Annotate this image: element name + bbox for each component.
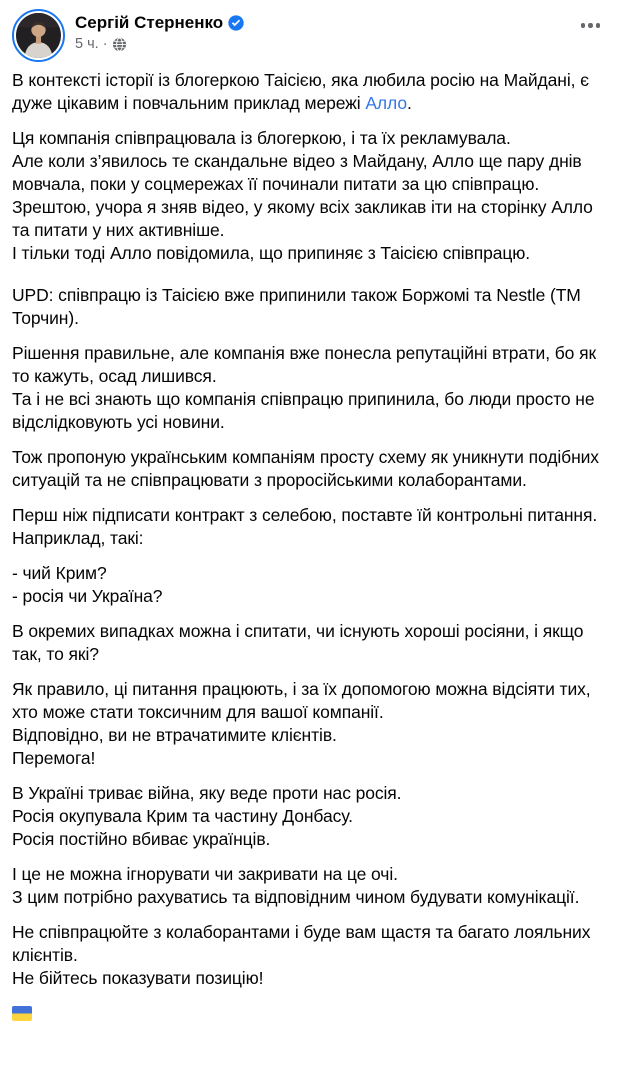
post-body: [0, 64, 618, 1027]
allo-page-link[interactable]: Алло: [365, 93, 407, 113]
post-paragraph: [12, 678, 606, 770]
post-paragraph: [12, 782, 606, 851]
post-text: Ця компанія співпрацювала із блогеркою, і та їх рекламувала.: [12, 128, 511, 148]
post-line: [12, 805, 606, 828]
post-line: [12, 585, 606, 608]
post-text: В Україні триває війна, яку веде проти нас росія.: [12, 783, 402, 803]
post-paragraph: [12, 284, 606, 330]
post-text: В окремих випадках можна і спитати, чи існують хороші росіяни, і якщо так, то які?: [12, 621, 584, 664]
post-text: І це не можна ігнорувати чи закривати на це очі.: [12, 864, 398, 884]
post-paragraph: [12, 620, 606, 666]
post-text: Не бійтесь показувати позицію!: [12, 968, 264, 988]
post-paragraph: [12, 127, 606, 265]
post-line: [12, 69, 606, 115]
post-text: Але коли з’явилось те скандальне відео з Майдану, Алло ще пару днів мовчала, поки у соцмережах її починали питати за цю співпрацю.: [12, 151, 582, 194]
post-text: Відповідно, ви не втрачатимите клієнтів.: [12, 725, 337, 745]
post-line: [12, 724, 606, 747]
post-text: Росія постійно вбиває українців.: [12, 829, 271, 849]
post-line: [12, 562, 606, 585]
post-text: Рішення правильне, але компанія вже понесла репутаційні втрати, бо як то кажуть, осад лишився.: [12, 343, 596, 386]
post-text: Не співпрацюйте з колаборантами і буде вам щастя та багато лояльних клієнтів.: [12, 922, 591, 965]
post-line: [12, 620, 606, 666]
post-text: З цим потрібно рахуватись та відповідним чином будувати комунікації.: [12, 887, 580, 907]
post-line: [12, 747, 606, 770]
post-text: - чий Крим?: [12, 563, 107, 583]
post-line: [12, 782, 606, 805]
post-paragraph: [12, 863, 606, 909]
post-line: [12, 446, 606, 492]
post-line: [12, 284, 606, 330]
three-dots-icon: [596, 23, 601, 28]
post-paragraph: [12, 446, 606, 492]
post-text: - росія чи Україна?: [12, 586, 163, 606]
post-text: .: [406, 93, 412, 113]
verified-badge-icon: [228, 15, 244, 31]
post-paragraph: [12, 504, 606, 550]
post-line: [12, 150, 606, 196]
post-line: [12, 388, 606, 434]
post-text: І тільки тоді Алло повідомила, що припиняє з Таісією співпрацю.: [12, 243, 531, 263]
author-name-row: [75, 12, 577, 33]
post-line: [12, 828, 606, 851]
post-line: [12, 342, 606, 388]
post-header: [0, 0, 618, 64]
author-name[interactable]: Сергій Стерненко: [75, 13, 224, 32]
three-dots-icon: [581, 23, 586, 28]
post-options-button[interactable]: [577, 9, 605, 42]
avatar[interactable]: [12, 9, 65, 62]
post-line: [12, 1002, 606, 1027]
post-text: Перемога!: [12, 748, 96, 768]
post-text: UPD: співпрацю із Таісією вже припинили також Боржомі та Nestle (ТМ Торчин).: [12, 285, 581, 328]
post-line: [12, 127, 606, 150]
post-line: [12, 863, 606, 886]
post-line: [12, 886, 606, 909]
ukraine-flag-emoji: [12, 1006, 32, 1021]
post-text: Зрештою, учора я зняв відео, у якому всіх закликав іти на сторінку Алло та питати у них активніше.: [12, 197, 593, 240]
post-line: [12, 678, 606, 724]
post-text: Тож пропоную українським компаніям просту схему як уникнути подібних ситуацій та не співпрацювати з проросійськими колаборантами.: [12, 447, 599, 490]
post-text: Росія окупувала Крим та частину Донбасу.: [12, 806, 353, 826]
post-paragraph: [12, 69, 606, 115]
post-paragraph: [12, 342, 606, 434]
post-line: [12, 921, 606, 967]
three-dots-icon: [588, 23, 593, 28]
post-text: Як правило, ці питання працюють, і за їх допомогою можна відсіяти тих, хто може стати токсичним для вашої компанії.: [12, 679, 591, 722]
timestamp[interactable]: 5 ч.: [75, 36, 99, 52]
post-line: [12, 504, 606, 550]
post-text: Перш ніж підписати контракт з селебою, поставте їй контрольні питання. Наприклад, такі:: [12, 505, 598, 548]
post-line: [12, 196, 606, 242]
post-line: [12, 242, 606, 265]
globe-public-icon: [112, 37, 127, 52]
post-text: Та і не всі знають що компанія співпрацю припинила, бо люди просто не відслідковують усі новини.: [12, 389, 595, 432]
post-paragraph: [12, 562, 606, 608]
meta-separator: ·: [102, 36, 108, 52]
post-text: В контексті історії із блогеркою Таісією, яка любила росію на Майдані, є дуже цікавим і повчальним приклад мережі: [12, 70, 589, 113]
post-meta-row: [75, 35, 577, 53]
post-header-text: [75, 9, 577, 53]
post-line: [12, 967, 606, 990]
post-paragraph: [12, 921, 606, 990]
avatar-photo: [16, 13, 61, 58]
post-paragraph: [12, 1002, 606, 1027]
